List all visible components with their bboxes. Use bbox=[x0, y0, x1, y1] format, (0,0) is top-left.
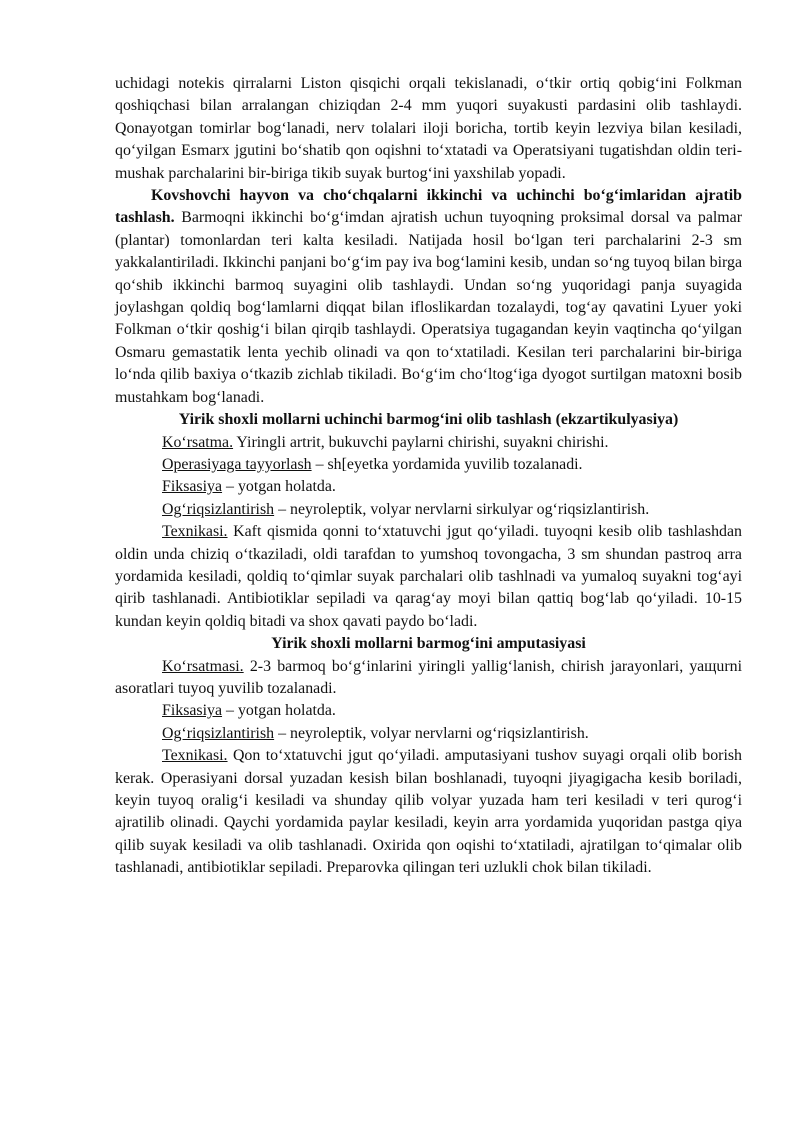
text-texnikasi-2: Qon to‘xtatuvchi jgut qo‘yiladi. amputasiyani tushov suyagi orqali olib borish kerak. Operasiyani dorsal yuzadan kesish bilan boshlanadi, tuyoqni jiyagigacha kesib boriladi, keyin tuyoq oralig‘i kesiladi va shunday qilib volyar yuzada ham teri kesiladi v teri qurog‘i ajratilib olinadi. Qaychi yordamida paylar kesiladi, keyin arra yordamida yuqoridan pastga qiya qilib suyak kesiladi va olib tashlanadi. Oxirida qon oqishi to‘xtatiladi, ajratilgan to‘qimalar olib tashlanadi, antibiotiklar sepiladi. Preparovka qilingan teri uzlukli chok bilan tikiladi. bbox=[115, 747, 742, 877]
text-texnikasi: Kaft qismida qonni to‘xtatuvchi jgut qo‘yiladi. tuyoqni kesib olib tashlashdan oldin unda chiziq o‘tkaziladi, oldi tarafdan to yumshoq tovongacha, 3 sm shundan pastroq arra yordamida kesiladi, qoldiq to‘qimlar suyak parchalari olib tashlnadi va yumaloq suyakni tog‘ayi qirib tashlanadi. Antibiotiklar sepiladi va qarag‘ay moyi bilan qattiq bog‘lab qo‘yiladi. 10-15 kundan keyin qoldiq bitadi va shox qavati paydo bo‘ladi. bbox=[115, 523, 742, 630]
label-korsatma: Ko‘rsatma. bbox=[162, 433, 234, 451]
paragraph-texnikasi bbox=[115, 521, 742, 633]
section-title-kovshovchi: Kovshovchi hayvon va cho‘chqalarni ikkinchi va uchinchi bo‘g‘imlaridan ajratib tashlash. bbox=[115, 187, 742, 227]
paragraph-ogriqsizlantirish-2 bbox=[115, 723, 742, 745]
paragraph-kovshovchi bbox=[115, 185, 742, 409]
label-texnikasi: Texnikasi. bbox=[162, 523, 228, 541]
label-ogriqsizlantirish: Og‘riqsizlantirish bbox=[162, 500, 275, 518]
paragraph-ogriqsizlantirish bbox=[115, 499, 742, 521]
paragraph-texnikasi-2 bbox=[115, 745, 742, 879]
document-page bbox=[115, 73, 742, 880]
paragraph-korsatma bbox=[115, 432, 742, 454]
heading-amputasiya: Yirik shoxli mollarni barmog‘ini amputasiyasi bbox=[271, 635, 586, 653]
label-fiksasiya-2: Fiksasiya bbox=[162, 702, 223, 720]
paragraph-intro: uchidagi notekis qirralarni Liston qisqichi orqali tekislanadi, o‘tkir ortiq qobig‘ini Folkman qoshiqchasi bilan arralangan chiziqdan 2-4 mm yuqori suyakusti pardasini olib tashlaydi. Qonayotgan tomirlar bog‘lanadi, nerv tolalari iloji boricha, tortib keyin lezviya bilan kesiladi, qo‘yilgan Esmarx jgutini bo‘shatib qon oqishni to‘xtatadi va Operatsiyani tugatishdan oldin teri-mushak parchalarini bir-biriga tikib suyak burtog‘ini yaxshilab yopadi. bbox=[115, 75, 742, 182]
section-body-kovshovchi: Barmoqni ikkinchi bo‘g‘imdan ajratish uchun tuyoqning proksimal dorsal va palmar (plantar) tomonlardan teri kalta kesiladi. Natijada hosil bo‘lgan teri parchalarini 2-3 sm yakkalantiriladi. Ikkinchi panjani bo‘g‘im pay iva bog‘lamini kesib, undan so‘ng tuyoq bilan birga qo‘shib ikkinchi barmoq suyagini olib tashlaydi. Undan so‘ng yuqoridagi panja suyagida joylashgan qoldiq bog‘lamlarni diqqat bilan ifloslikardan tozalaydi, tog‘ay qavatini Lyuer yoki Folkman o‘tkir qoshig‘i bilan qirqib tashlaydi. Operatsiya tugagandan keyin vaqtincha qo‘yilgan Osmaru gemastatik lenta yechib olinadi va qon to‘xtatiladi. Kesilan teri parchalarini bir-biriga lo‘nda qilib baxiya o‘tkazib zichlab tikiladi. Bo‘g‘im cho‘ltog‘iga dyogot surtilgan matoxni bosib mustahkam bog‘lanadi. bbox=[115, 209, 742, 406]
label-ogriqsizlantirish-2: Og‘riqsizlantirish bbox=[162, 724, 275, 742]
text-ogriqsizlantirish: – neyroleptik, volyar nervlarni sirkulyar og‘riqsizlantirish. bbox=[274, 500, 650, 518]
paragraph-korsatmasi-2 bbox=[115, 656, 742, 701]
paragraph-fiksasiya-2 bbox=[115, 700, 742, 722]
label-operasiyaga: Operasiyaga tayyorlash bbox=[162, 455, 312, 473]
text-operasiyaga: – sh[eyetka yordamida yuvilib tozalanadi. bbox=[311, 455, 583, 473]
label-fiksasiya: Fiksasiya bbox=[162, 478, 223, 496]
text-ogriqsizlantirish-2: – neyroleptik, volyar nervlarni og‘riqsizlantirish. bbox=[274, 724, 589, 742]
label-korsatmasi-2: Ko‘rsatmasi. bbox=[162, 657, 244, 675]
text-korsatma: Yiringli artrit, bukuvchi paylarni chirishi, suyakni chirishi. bbox=[233, 433, 609, 451]
heading-ekzartikulyasiya: Yirik shoxli mollarni uchinchi barmog‘ini olib tashlash (ekzartikulyasiya) bbox=[178, 411, 679, 429]
label-texnikasi-2: Texnikasi. bbox=[162, 747, 228, 765]
text-fiksasiya: – yotgan holatda. bbox=[222, 478, 336, 496]
text-korsatmasi-2: 2-3 barmoq bo‘g‘inlarini yiringli yallig‘lanish, chirish jarayonlari, уащurni asoratlari tuyoq yuvilib tozalanadi. bbox=[115, 657, 742, 697]
paragraph-fiksasiya bbox=[115, 476, 742, 498]
paragraph-operasiyaga bbox=[115, 454, 742, 476]
text-fiksasiya-2: – yotgan holatda. bbox=[222, 702, 336, 720]
